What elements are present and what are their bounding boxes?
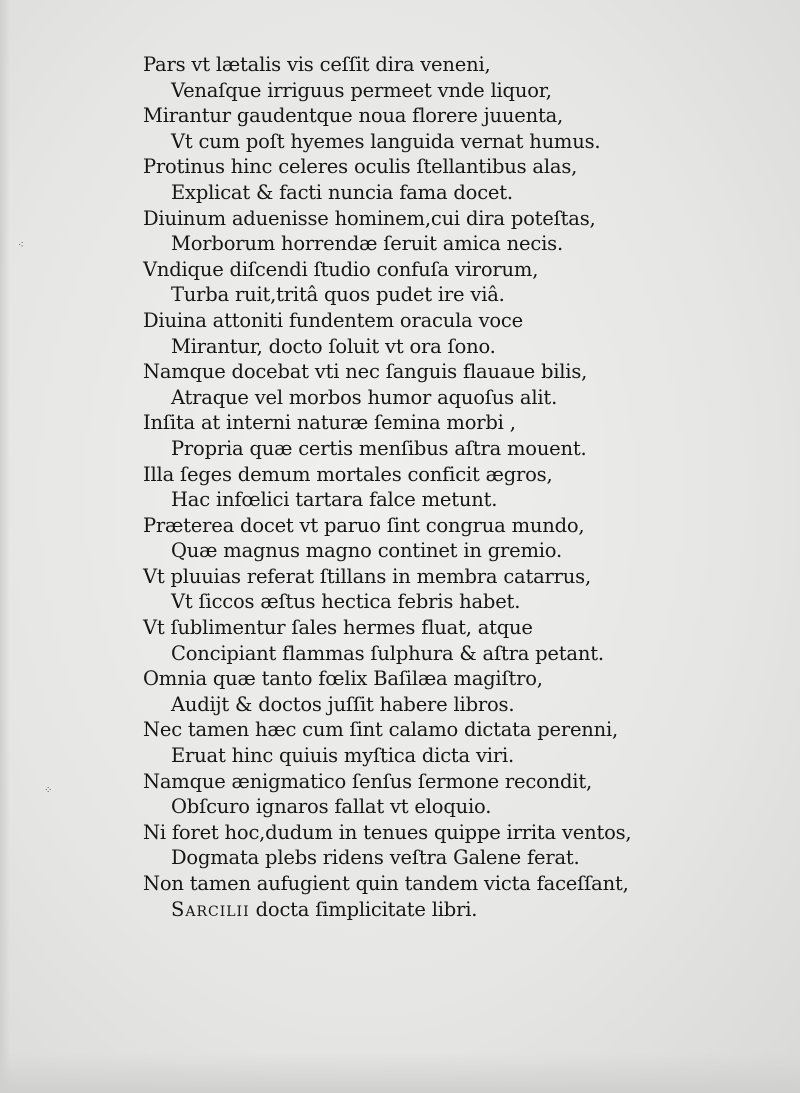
poem-line: Non tamen aufugient quin tandem victa faceſſant, — [143, 872, 629, 895]
poem-line: Propria quæ certis menſibus aſtra mouent. — [171, 436, 587, 460]
poem-line: Nec tamen hæc cum ſint calamo dictata perenni, — [143, 718, 619, 742]
poem-line: Dogmata plebs ridens veſtra Galene ferat. — [171, 846, 580, 870]
poem-line: Morborum horrendæ ſeruit amica necis. — [171, 232, 563, 256]
poem-line: Ni foret hoc,dudum in tenues quippe irrita ventos, — [143, 820, 632, 844]
poem-line: Venaſque irriguus permeet vnde liquor, — [171, 78, 552, 102]
poem-line: Audijt & doctos juſſit habere libros. — [171, 692, 515, 716]
poem-line: Diuina attoniti fundentem oracula voce — [143, 308, 523, 332]
poem-line: Namque docebat vti nec ſanguis flauaue bilis, — [143, 360, 588, 384]
poem-line: Turba ruit,tritâ quos pudet ire viâ. — [171, 283, 505, 307]
poem-line: Vndique diſcendi ſtudio confuſa virorum, — [143, 257, 539, 281]
poem-line: Eruat hinc quiuis myſtica dicta viri. — [171, 744, 514, 768]
poem-line: Concipiant flammas ſulphura & aſtra petant. — [171, 641, 604, 665]
page-left-shadow — [0, 0, 10, 1093]
poem-line: Vt ſublimentur ſales hermes fluat, atque — [143, 616, 533, 640]
ink-speck: ⁘ — [44, 785, 53, 796]
poem-line-final — [143, 897, 683, 923]
poem-line: Præterea docet vt paruo ſint congrua mundo, — [143, 513, 585, 537]
poem-line: Mirantur gaudentque noua florere juuenta, — [143, 104, 564, 128]
poem-line: Vt pluuias referat ſtillans in membra catarrus, — [143, 564, 591, 588]
poem-line: Obſcuro ignaros fallat vt eloquio. — [171, 795, 492, 819]
poem-text — [143, 52, 683, 922]
poem-line: Vt ſiccos æſtus hectica febris habet. — [171, 590, 521, 614]
poem-line: Illa ſeges demum mortales conficit ægros, — [143, 462, 553, 486]
poem-line: Diuinum aduenisse hominem,cui dira poteſtas, — [143, 206, 596, 230]
poem-line: Quæ magnus magno continet in gremio. — [171, 539, 562, 563]
poem-line: Mirantur, docto ſoluit vt ora ſono. — [171, 334, 496, 358]
page-bottom-shadow — [0, 1053, 800, 1093]
final-line-text: docta ſimplicitate libri. — [249, 897, 478, 921]
poem-line: Pars vt lætalis vis ceſſit dira veneni, — [143, 53, 491, 76]
poem-line: Protinus hinc celeres oculis ſtellantibus alas, — [143, 155, 578, 179]
ink-speck: ⁖ — [18, 240, 24, 251]
poem-line: Inſita at interni naturæ ſemina morbi , — [143, 411, 516, 435]
poem-line: Namque ænigmatico ſenſus ſermone recondit, — [143, 769, 592, 793]
poem-line: Hac infœlici tartara falce metunt. — [171, 488, 498, 512]
poem-line: Omnia quæ tanto fœlix Baſilæa magiſtro, — [143, 667, 543, 691]
poem-line: Explicat & facti nuncia fama docet. — [171, 180, 513, 204]
poem-line: Vt cum poſt hyemes languida vernat humus. — [171, 129, 601, 153]
poem-line: Atraque vel morbos humor aquoſus alit. — [171, 385, 558, 409]
author-name: Sarcilii — [171, 897, 250, 921]
